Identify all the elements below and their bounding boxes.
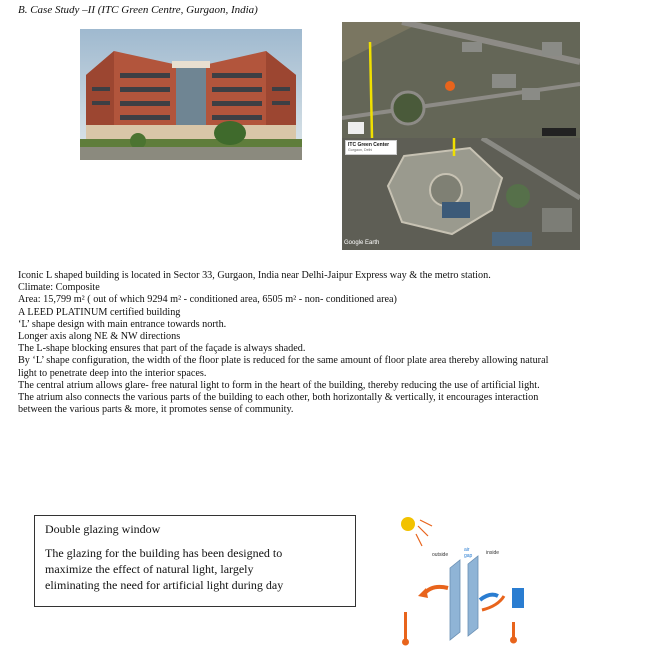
building-photo (80, 29, 302, 160)
body-line: ‘L’ shape design with main entrance towards north. (18, 318, 227, 330)
glazing-desc-line: The glazing for the building has been designed to (45, 546, 283, 560)
double-glazing-diagram (394, 512, 532, 648)
map-credit: Google Earth (344, 240, 380, 246)
body-line: By ‘L’ shape configuration, the width of the floor plate is reduced for the same amount of floor plate area thereby allowing natural (18, 355, 549, 367)
body-line: The central atrium allows glare- free natural light to form in the heart of the building, thereby reducing the use of artificial light. (18, 379, 540, 391)
map-label-title: ITC Green Center (348, 142, 390, 148)
body-line: Area: 15,799 m² ( out of which 9294 m² - conditioned area, 6505 m² - non- conditioned area) (18, 294, 397, 306)
body-line: The atrium also connects the various parts of the building to each other, both horizontally & vertically, it encourages interaction (18, 392, 539, 404)
aerial-map-top (342, 22, 580, 138)
label-inside: inside (486, 550, 500, 556)
cold-arrow-icon (480, 595, 498, 600)
page-heading: B. Case Study –II (ITC Green Centre, Gurgaon, India) (18, 4, 258, 16)
glazing-desc-line: maximize the effect of natural light, largely (45, 562, 254, 576)
body-text (18, 270, 648, 416)
thermometer-inside-icon (510, 622, 517, 644)
body-line: Longer axis along NE & NW directions (18, 331, 181, 343)
heater-icon (512, 588, 524, 608)
label-outside: outside (432, 552, 449, 558)
sun-icon (401, 517, 432, 546)
label-air: air (464, 547, 470, 553)
heat-arrow-icon (424, 587, 448, 594)
map-place-label (345, 140, 397, 155)
glazing-title: Double glazing window (45, 522, 161, 536)
glass-pane-inner (468, 556, 478, 636)
glazing-desc-line: eliminating the need for artificial light during day (45, 578, 284, 592)
map-label-subtitle: Gurgaon, Delhi (348, 148, 373, 152)
glass-pane-outer (450, 560, 460, 640)
body-line: Iconic L shaped building is located in Sector 33, Gurgaon, India near Delhi-Jaipur Express way & the metro station. (18, 270, 491, 281)
body-line: Climate: Composite (18, 282, 100, 294)
glazing-text-box (34, 515, 356, 607)
body-line: A LEED PLATINUM certified building (18, 306, 181, 318)
body-line: between the various parts & more, it promotes sense of community. (18, 404, 294, 416)
thermometer-outside-icon (402, 612, 409, 646)
body-line: The L-shape blocking ensures that part of the façade is always shaded. (18, 343, 306, 355)
body-line: light to penetrate deep into the interior spaces. (18, 367, 207, 379)
label-gap: gap (464, 553, 473, 559)
